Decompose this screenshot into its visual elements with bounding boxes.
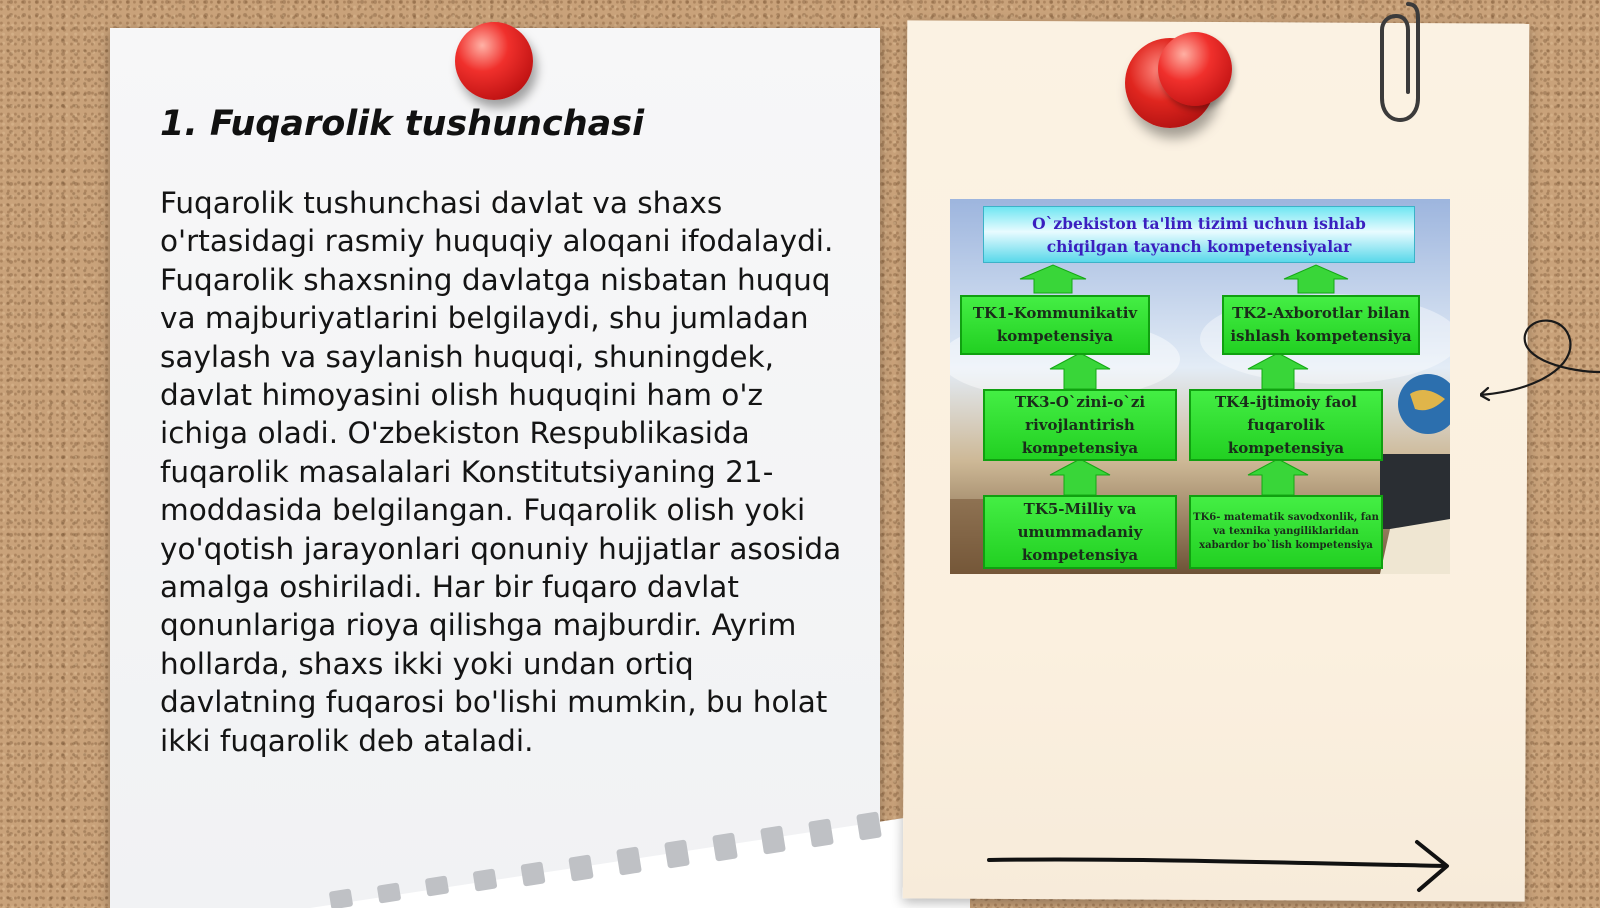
competency-diagram [950, 199, 1450, 574]
left-note-paper [110, 28, 880, 908]
doodle-loop-arrow [1480, 310, 1600, 410]
slide-title: 1. Fuqarolik tushunchasi [160, 104, 645, 144]
torn-edge-decoration [310, 798, 970, 908]
body-text: Fuqarolik tushunchasi davlat va shaxs o'rtasidagi rasmiy huquqiy aloqani ifodalaydi. Fuqarolik shaxsning davlatga nisbatan huquq va majburiyatlarini belgilaydi, shu jumladan saylash va saylanish huquqi, shuningdek, davlat himoyasini olish huquqini ham o'z ichiga oladi. O'zbekiston Respublikasida fuqarolik masalalari Konstitutsiyaning 21-moddasida belgilangan. Fuqarolik olish yoki yo'qotish jarayonlari qonuniy hujjatlar asosida amalga oshiriladi. Har bir fuqaro davlat qonunlariga rioya qilishga majburdir. Ayrim hollarda, shaxs ikki yoki undan ortiq davlatning fuqarosi bo'lishi mumkin, bu holat ikki fuqarolik deb ataladi. [160, 186, 842, 758]
competency-box-tk1: TK1-Kommunikativ kompetensiya [960, 295, 1150, 355]
arrow-right-icon [985, 836, 1455, 896]
paperclip-icon [1378, 0, 1422, 125]
competency-box-tk6: TK6- matematik savodxonlik, fan va texnika yangiliklaridan xabardor bo`lish kompetensiya [1189, 495, 1383, 569]
competency-box-tk4: TK4-ijtimoiy faol fuqarolik kompetensiya [1189, 389, 1383, 461]
competency-box-tk3: TK3-O`zini-o`zi rivojlantirish kompetensiya [983, 389, 1177, 461]
push-pin-icon [1158, 32, 1232, 106]
competency-box-tk2: TK2-Axborotlar bilan ishlash kompetensiya [1222, 295, 1420, 355]
diagram-title: O`zbekiston ta'lim tizimi uchun ishlab chiqilgan tayanch kompetensiyalar [983, 206, 1415, 263]
push-pin-icon [455, 22, 533, 100]
competency-box-tk5: TK5-Milliy va umummadaniy kompetensiya [983, 495, 1177, 569]
